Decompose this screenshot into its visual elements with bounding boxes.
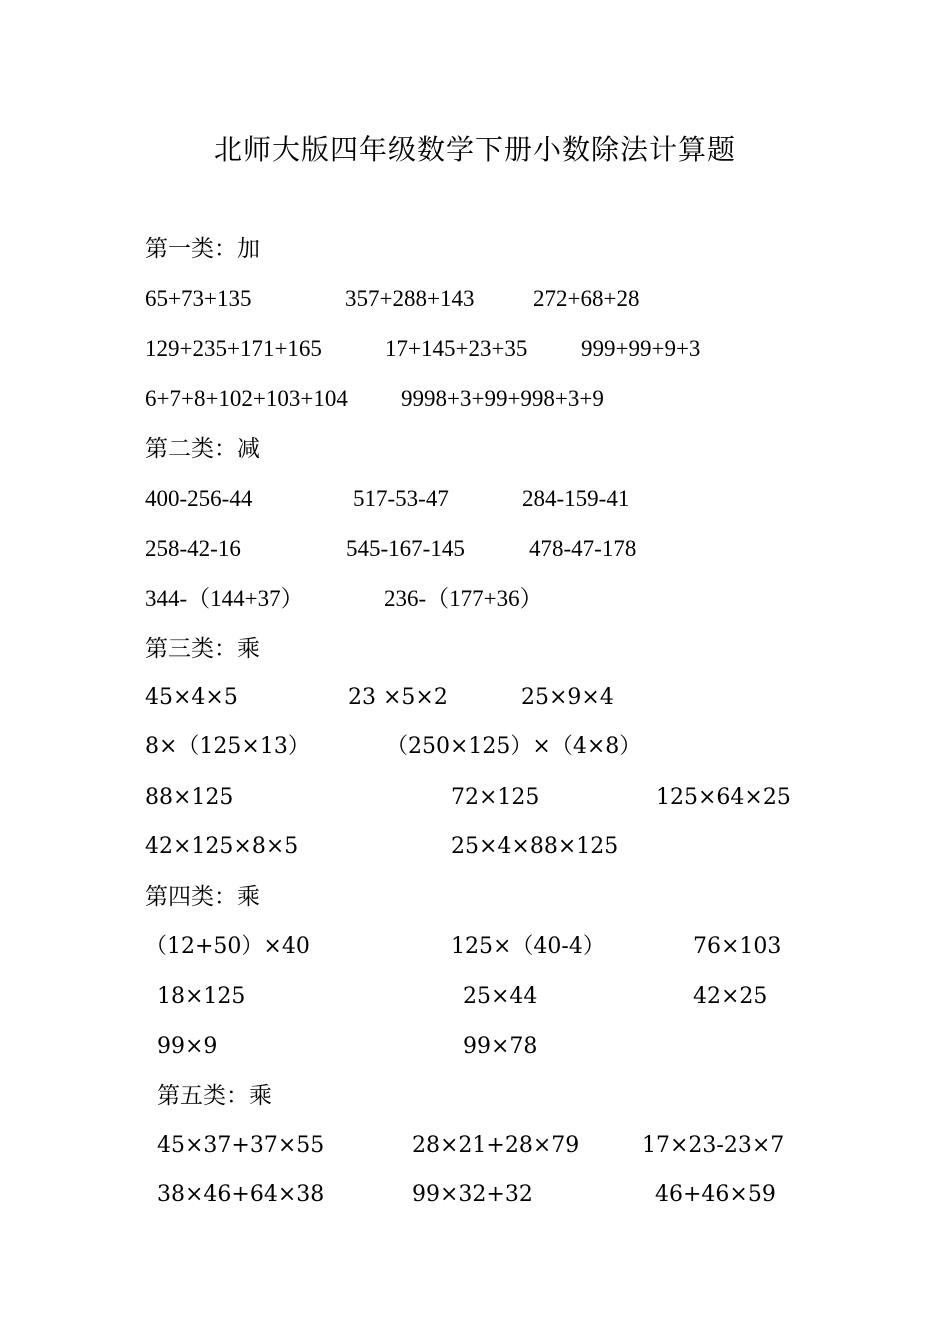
problem: 42×125×8×5 <box>145 834 299 859</box>
problem: 125×（40-4） <box>451 934 605 959</box>
problem: 17×23-23×7 <box>642 1133 785 1158</box>
problem: 99×9 <box>157 1034 218 1059</box>
problem: 478-47-178 <box>529 536 637 561</box>
problem: 25×9×4 <box>521 685 614 710</box>
problem: 45×4×5 <box>145 685 238 710</box>
section-heading-1: 第一类：加 <box>145 236 260 262</box>
problem: 125×64×25 <box>656 785 791 810</box>
section-heading-4: 第四类：乘 <box>145 884 260 910</box>
problem: 8×（125×13） <box>145 734 310 759</box>
problem: 129+235+171+165 <box>145 336 322 361</box>
page-title: 北师大版四年级数学下册小数除法计算题 <box>213 133 736 166</box>
section-heading-3: 第三类：乘 <box>145 636 260 662</box>
problem: 99×78 <box>463 1034 538 1059</box>
problem: 17+145+23+35 <box>385 336 528 361</box>
problem: 88×125 <box>145 785 234 810</box>
problem: 999+99+9+3 <box>581 336 701 361</box>
section-heading-2: 第二类：减 <box>145 436 260 462</box>
problem: 42×25 <box>693 984 768 1009</box>
problem: 28×21+28×79 <box>412 1133 580 1158</box>
problem: 344-（144+37） <box>145 586 304 611</box>
problem: 65+73+135 <box>145 286 252 311</box>
problem: 72×125 <box>451 785 540 810</box>
problem: 46+46×59 <box>655 1182 776 1207</box>
problem: 545-167-145 <box>346 536 465 561</box>
problem: 284-159-41 <box>522 486 630 511</box>
problem: 357+288+143 <box>345 286 475 311</box>
problem: 517-53-47 <box>353 486 449 511</box>
problem: 272+68+28 <box>533 286 640 311</box>
problem: 258-42-16 <box>145 536 241 561</box>
problem: 25×4×88×125 <box>451 834 619 859</box>
problem: 400-256-44 <box>145 486 253 511</box>
problem: 76×103 <box>693 934 782 959</box>
problem: 23 ×5×2 <box>348 685 448 710</box>
problem: 38×46+64×38 <box>157 1182 325 1207</box>
problem: 18×125 <box>157 984 246 1009</box>
problem: 45×37+37×55 <box>157 1133 325 1158</box>
problem: 25×44 <box>463 984 538 1009</box>
section-heading-5: 第五类：乘 <box>157 1083 272 1109</box>
problem: 6+7+8+102+103+104 <box>145 386 348 411</box>
problem: 9998+3+99+998+3+9 <box>401 386 604 411</box>
problem: 99×32+32 <box>412 1182 533 1207</box>
problem: （250×125）×（4×8） <box>386 734 642 759</box>
problem: 236-（177+36） <box>384 586 543 611</box>
problem: （12+50）×40 <box>145 934 310 959</box>
